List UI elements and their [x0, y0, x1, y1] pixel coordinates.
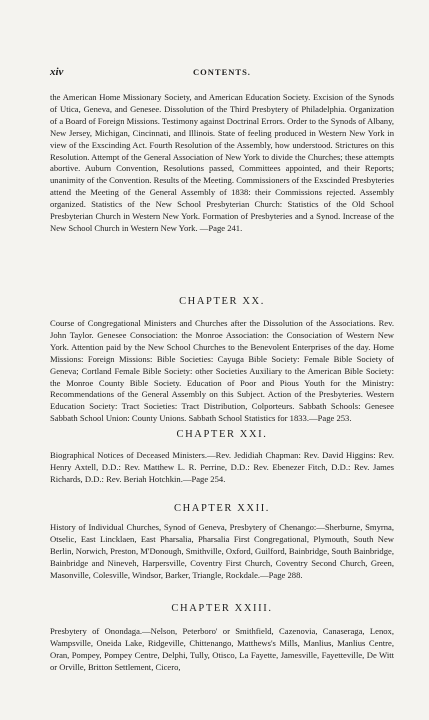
contents-paragraph: Course of Congregational Ministers and Churches after the Dissolution of the Associations. Rev. John Taylor. Genesee Consociation: the Monroe Association: the Consociation of Western New York. Attention paid by the New School Churches to the Benevolent Enterprises of the day. Home Missions: Foreign Missions: Bible Societies: Cayuga Bible Society: Female Bible Society of Geneva; Cortland Female Bible Society: other Societies Auxiliary to the American Bible Society: the Monroe County Bible Society. Education of Poor and Pious Youth for the Ministry: Recommendations of the General Assembly on this Subject. Action of the Presbyteries. Western Education Society: Tract Societies: Tract Distribution, Colporteurs. Sabbath Schools: Genesee Sabbath School Union: County Unions. Sabbath School Statistics for 1833.—Page 253. — [50, 318, 394, 424]
contents-paragraph: the American Home Missionary Society, and American Education Society. Excision of the Synods of Utica, Geneva, and Genesee. Dissolution of the Third Presbytery of Philadelphia. Organization of a Board of Foreign Missions. Testimony against Doctrinal Errors. Order to the Synods of Albany, New Jersey, Michigan, Cincinnati, and Illinois. State of feeling produced in Western New York in view of the Exscinding Act. Fourth Resolution of the Assembly, how understood. Strictures on this Resolution. Attempt of the General Association of New York to divide the Churches; these attempts abortive. Auburn Convention, Resolutions passed, Committees appointed, and their Reports; unanimity of the Convention. Results of the Meeting. Commissioners of the Exscinded Presbyteries attend the Meeting of the General Assembly of 1838: their Commissions rejected. Assembly organized. Statistics of the New School Presbyterian Church: Statistics of the Old School Presbyterian Church in Western New York. Formation of Presbyteries and a Synod. Increase of the New School Church in Western New York. —Page 241. — [50, 92, 394, 233]
contents-paragraph: History of Individual Churches, Synod of Geneva, Presbytery of Chenango:—Sherburne, Smyrna, Otselic, East Lincklaen, East Pharsalia, Pharsalia First Congregational, Plymouth, South New Berlin, Norwich, Preston, M'Donough, Smithville, Oxford, Guilford, Bainbridge, South Bainbridge, Bainbridge and Nineveh, Harpersville, Coventry First Church, Coventry Second Church, Green, Masonville, Colesville, Windsor, Barker, Triangle, Rockdale.—Page 288. — [50, 522, 394, 580]
page-header — [50, 66, 394, 78]
document-page — [50, 0, 394, 720]
contents-paragraph: Biographical Notices of Deceased Ministers.—Rev. Jedidiah Chapman: Rev. David Higgins: Rev. Henry Axtell, D.D.: Rev. Matthew L. R. Perrine, D.D.: Rev. Ebenezer Fitch, D.D.: Rev. James Richards, D.D.: Rev. Beriah Hotchkin.—Page 254. — [50, 450, 394, 484]
page-number: xiv — [50, 66, 64, 78]
chapter-heading: CHAPTER XXIII. — [171, 603, 273, 614]
contents-paragraph: Presbytery of Onondaga.—Nelson, Peterboro' or Smithfield, Cazenovia, Canaseraga, Lenox, Wampsville, Oneida Lake, Ridgeville, Chittenango, Matthews's Mills, Manlius, Manlius Centre, Oran, Pompey, Pompey Centre, Delphi, Tully, Otisco, La Fayette, Jamesville, Fayetteville, De Witt or Orville, Britton Settlement, Cicero, — [50, 626, 394, 672]
running-head: CONTENTS. — [193, 67, 251, 77]
chapter-heading: CHAPTER XXI. — [176, 429, 268, 440]
chapter-heading: CHAPTER XX. — [179, 296, 265, 307]
chapter-heading: CHAPTER XXII. — [173, 503, 271, 514]
